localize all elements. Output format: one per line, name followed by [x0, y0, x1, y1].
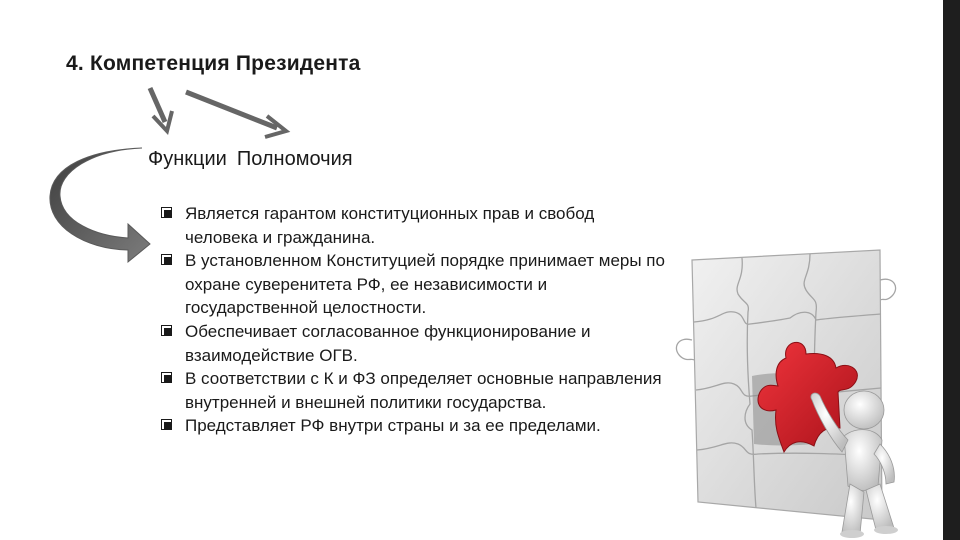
puzzle-figure-icon: [650, 240, 942, 540]
list-item: [160, 249, 670, 320]
arrow-down-icon: [186, 92, 286, 137]
list-item-text: В соответствии с К и ФЗ определяет основные направления внутренней и внешней политики государства.: [185, 369, 662, 412]
list-item: [160, 414, 670, 438]
checkbox-bullet-icon: [161, 419, 172, 430]
curved-arrow-icon: [50, 148, 150, 262]
list-item-text: Обеспечивает согласованное функционирование и взаимодействие ОГВ.: [185, 321, 591, 365]
arrow-down-icon: [150, 88, 172, 131]
powers-label: Полномочия: [236, 148, 353, 170]
functions-label: Функции: [148, 148, 227, 170]
list-item-text: Представляет РФ внутри страны и за ее пределами.: [185, 416, 601, 436]
slide-title: 4. Компетенция Президента: [66, 52, 361, 75]
checkbox-bullet-icon: [161, 254, 172, 265]
list-item-text: В установленном Конституцией порядке принимает меры по охране суверенитета РФ, ее независимости и государственной целостности.: [185, 251, 665, 318]
branch-labels: [148, 148, 353, 171]
checkbox-bullet-icon: [161, 372, 172, 383]
powers-list: [160, 202, 670, 438]
list-item-text: Является гарантом конституционных прав и свобод человека и гражданина.: [185, 204, 595, 247]
checkbox-bullet-icon: [161, 325, 172, 336]
list-item: [160, 320, 670, 367]
list-item: [160, 202, 670, 249]
list-item: [160, 367, 670, 414]
checkbox-bullet-icon: [161, 207, 172, 218]
